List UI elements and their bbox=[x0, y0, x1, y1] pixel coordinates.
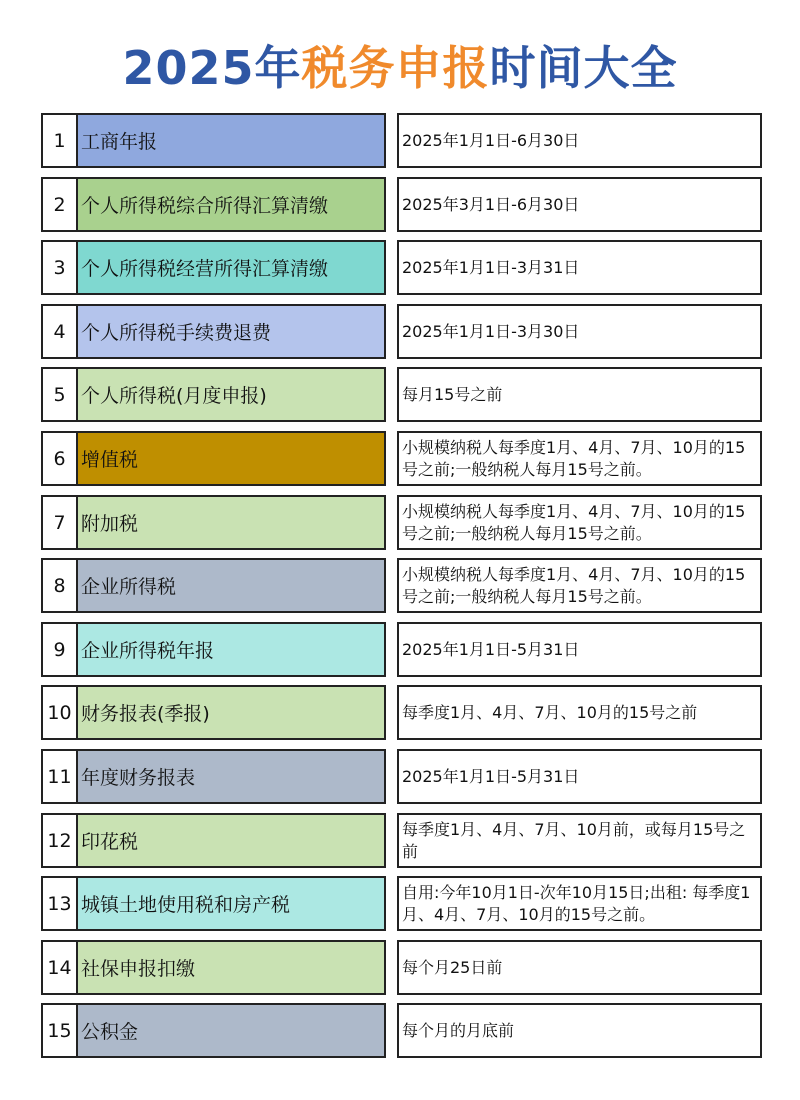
filing-deadline bbox=[397, 240, 762, 295]
tax-item-name bbox=[76, 495, 386, 550]
filing-deadline-text: 每月15号之前 bbox=[402, 384, 503, 404]
tax-item-label: 公积金 bbox=[81, 1021, 139, 1043]
row-number: 10 bbox=[41, 685, 78, 740]
filing-deadline-text: 每个月25日前 bbox=[402, 957, 503, 977]
filing-deadline-text: 2025年3月1日-6月30日 bbox=[402, 194, 580, 214]
filing-deadline bbox=[397, 1003, 762, 1058]
filing-deadline-text: 2025年1月1日-3月30日 bbox=[402, 321, 580, 341]
tax-item-name bbox=[76, 749, 386, 804]
filing-deadline bbox=[397, 685, 762, 740]
filing-deadline-text: 小规模纳税人每季度1月、4月、7月、10月的15号之前;一般纳税人每月15号之前。 bbox=[402, 437, 746, 479]
table-row bbox=[41, 685, 759, 740]
filing-deadline bbox=[397, 431, 762, 486]
filing-deadline-text: 每季度1月、4月、7月、10月的15号之前 bbox=[402, 702, 698, 722]
tax-item-label: 印花税 bbox=[81, 831, 139, 853]
filing-deadline bbox=[397, 876, 762, 931]
tax-item-name bbox=[76, 685, 386, 740]
row-number: 11 bbox=[41, 749, 78, 804]
table-row bbox=[41, 622, 759, 677]
filing-deadline bbox=[397, 940, 762, 995]
filing-deadline-text: 小规模纳税人每季度1月、4月、7月、10月的15号之前;一般纳税人每月15号之前。 bbox=[402, 501, 746, 543]
filing-deadline bbox=[397, 177, 762, 232]
table-row bbox=[41, 431, 759, 486]
filing-deadline-text: 自用:今年10月1日-次年10月15日;出租: 每季度1月、4月、7月、10月的15号之前。 bbox=[402, 882, 751, 924]
filing-deadline bbox=[397, 813, 762, 868]
row-number: 5 bbox=[41, 367, 78, 422]
table-row bbox=[41, 876, 759, 931]
row-number: 1 bbox=[41, 113, 78, 168]
table-row bbox=[41, 367, 759, 422]
table-row bbox=[41, 177, 759, 232]
tax-item-name bbox=[76, 177, 386, 232]
row-number: 14 bbox=[41, 940, 78, 995]
filing-deadline-text: 2025年1月1日-5月31日 bbox=[402, 766, 580, 786]
tax-item-label: 企业所得税 bbox=[81, 576, 177, 598]
tax-item-name bbox=[76, 558, 386, 613]
tax-item-name bbox=[76, 622, 386, 677]
table-row bbox=[41, 1003, 759, 1058]
row-number: 12 bbox=[41, 813, 78, 868]
table-row bbox=[41, 749, 759, 804]
tax-item-label: 工商年报 bbox=[81, 131, 158, 153]
tax-item-label: 个人所得税手续费退费 bbox=[81, 322, 272, 344]
tax-item-name bbox=[76, 1003, 386, 1058]
tax-item-label: 增值税 bbox=[81, 449, 139, 471]
tax-item-name bbox=[76, 304, 386, 359]
row-number: 15 bbox=[41, 1003, 78, 1058]
tax-item-label: 个人所得税(月度申报) bbox=[81, 385, 267, 407]
tax-item-name bbox=[76, 367, 386, 422]
tax-item-name bbox=[76, 940, 386, 995]
filing-deadline bbox=[397, 749, 762, 804]
filing-deadline-text: 2025年1月1日-3月31日 bbox=[402, 257, 580, 277]
tax-item-name bbox=[76, 113, 386, 168]
tax-item-name bbox=[76, 876, 386, 931]
tax-item-label: 社保申报扣缴 bbox=[81, 958, 196, 980]
table-row bbox=[41, 940, 759, 995]
title-year: 2025年 bbox=[122, 41, 302, 95]
filing-deadline bbox=[397, 304, 762, 359]
row-number: 9 bbox=[41, 622, 78, 677]
tax-item-label: 年度财务报表 bbox=[81, 767, 196, 789]
row-number: 7 bbox=[41, 495, 78, 550]
title-highlight: 税务申报 bbox=[301, 41, 490, 95]
row-number: 6 bbox=[41, 431, 78, 486]
table-row bbox=[41, 240, 759, 295]
filing-deadline bbox=[397, 113, 762, 168]
row-number: 13 bbox=[41, 876, 78, 931]
table-row bbox=[41, 304, 759, 359]
tax-item-label: 个人所得税经营所得汇算清缴 bbox=[81, 258, 329, 280]
filing-deadline-text: 每季度1月、4月、7月、10月前，或每月15号之前 bbox=[402, 819, 746, 861]
title-rest: 时间大全 bbox=[489, 41, 678, 95]
table-row bbox=[41, 113, 759, 168]
tax-item-name bbox=[76, 240, 386, 295]
tax-item-label: 附加税 bbox=[81, 513, 139, 535]
filing-deadline bbox=[397, 495, 762, 550]
filing-deadline-text: 2025年1月1日-6月30日 bbox=[402, 130, 580, 150]
row-number: 2 bbox=[41, 177, 78, 232]
tax-item-name bbox=[76, 813, 386, 868]
tax-item-label: 企业所得税年报 bbox=[81, 640, 215, 662]
row-number: 8 bbox=[41, 558, 78, 613]
table-row bbox=[41, 558, 759, 613]
tax-item-name bbox=[76, 431, 386, 486]
filing-deadline bbox=[397, 622, 762, 677]
filing-deadline-text: 2025年1月1日-5月31日 bbox=[402, 639, 580, 659]
table-row bbox=[41, 813, 759, 868]
row-number: 4 bbox=[41, 304, 78, 359]
filing-deadline bbox=[397, 367, 762, 422]
tax-item-label: 城镇土地使用税和房产税 bbox=[81, 894, 291, 916]
filing-deadline-text: 小规模纳税人每季度1月、4月、7月、10月的15号之前;一般纳税人每月15号之前。 bbox=[402, 564, 746, 606]
filing-deadline bbox=[397, 558, 762, 613]
tax-item-label: 财务报表(季报) bbox=[81, 703, 210, 725]
tax-item-label: 个人所得税综合所得汇算清缴 bbox=[81, 195, 329, 217]
filing-deadline-text: 每个月的月底前 bbox=[402, 1020, 515, 1040]
row-number: 3 bbox=[41, 240, 78, 295]
table-row bbox=[41, 495, 759, 550]
